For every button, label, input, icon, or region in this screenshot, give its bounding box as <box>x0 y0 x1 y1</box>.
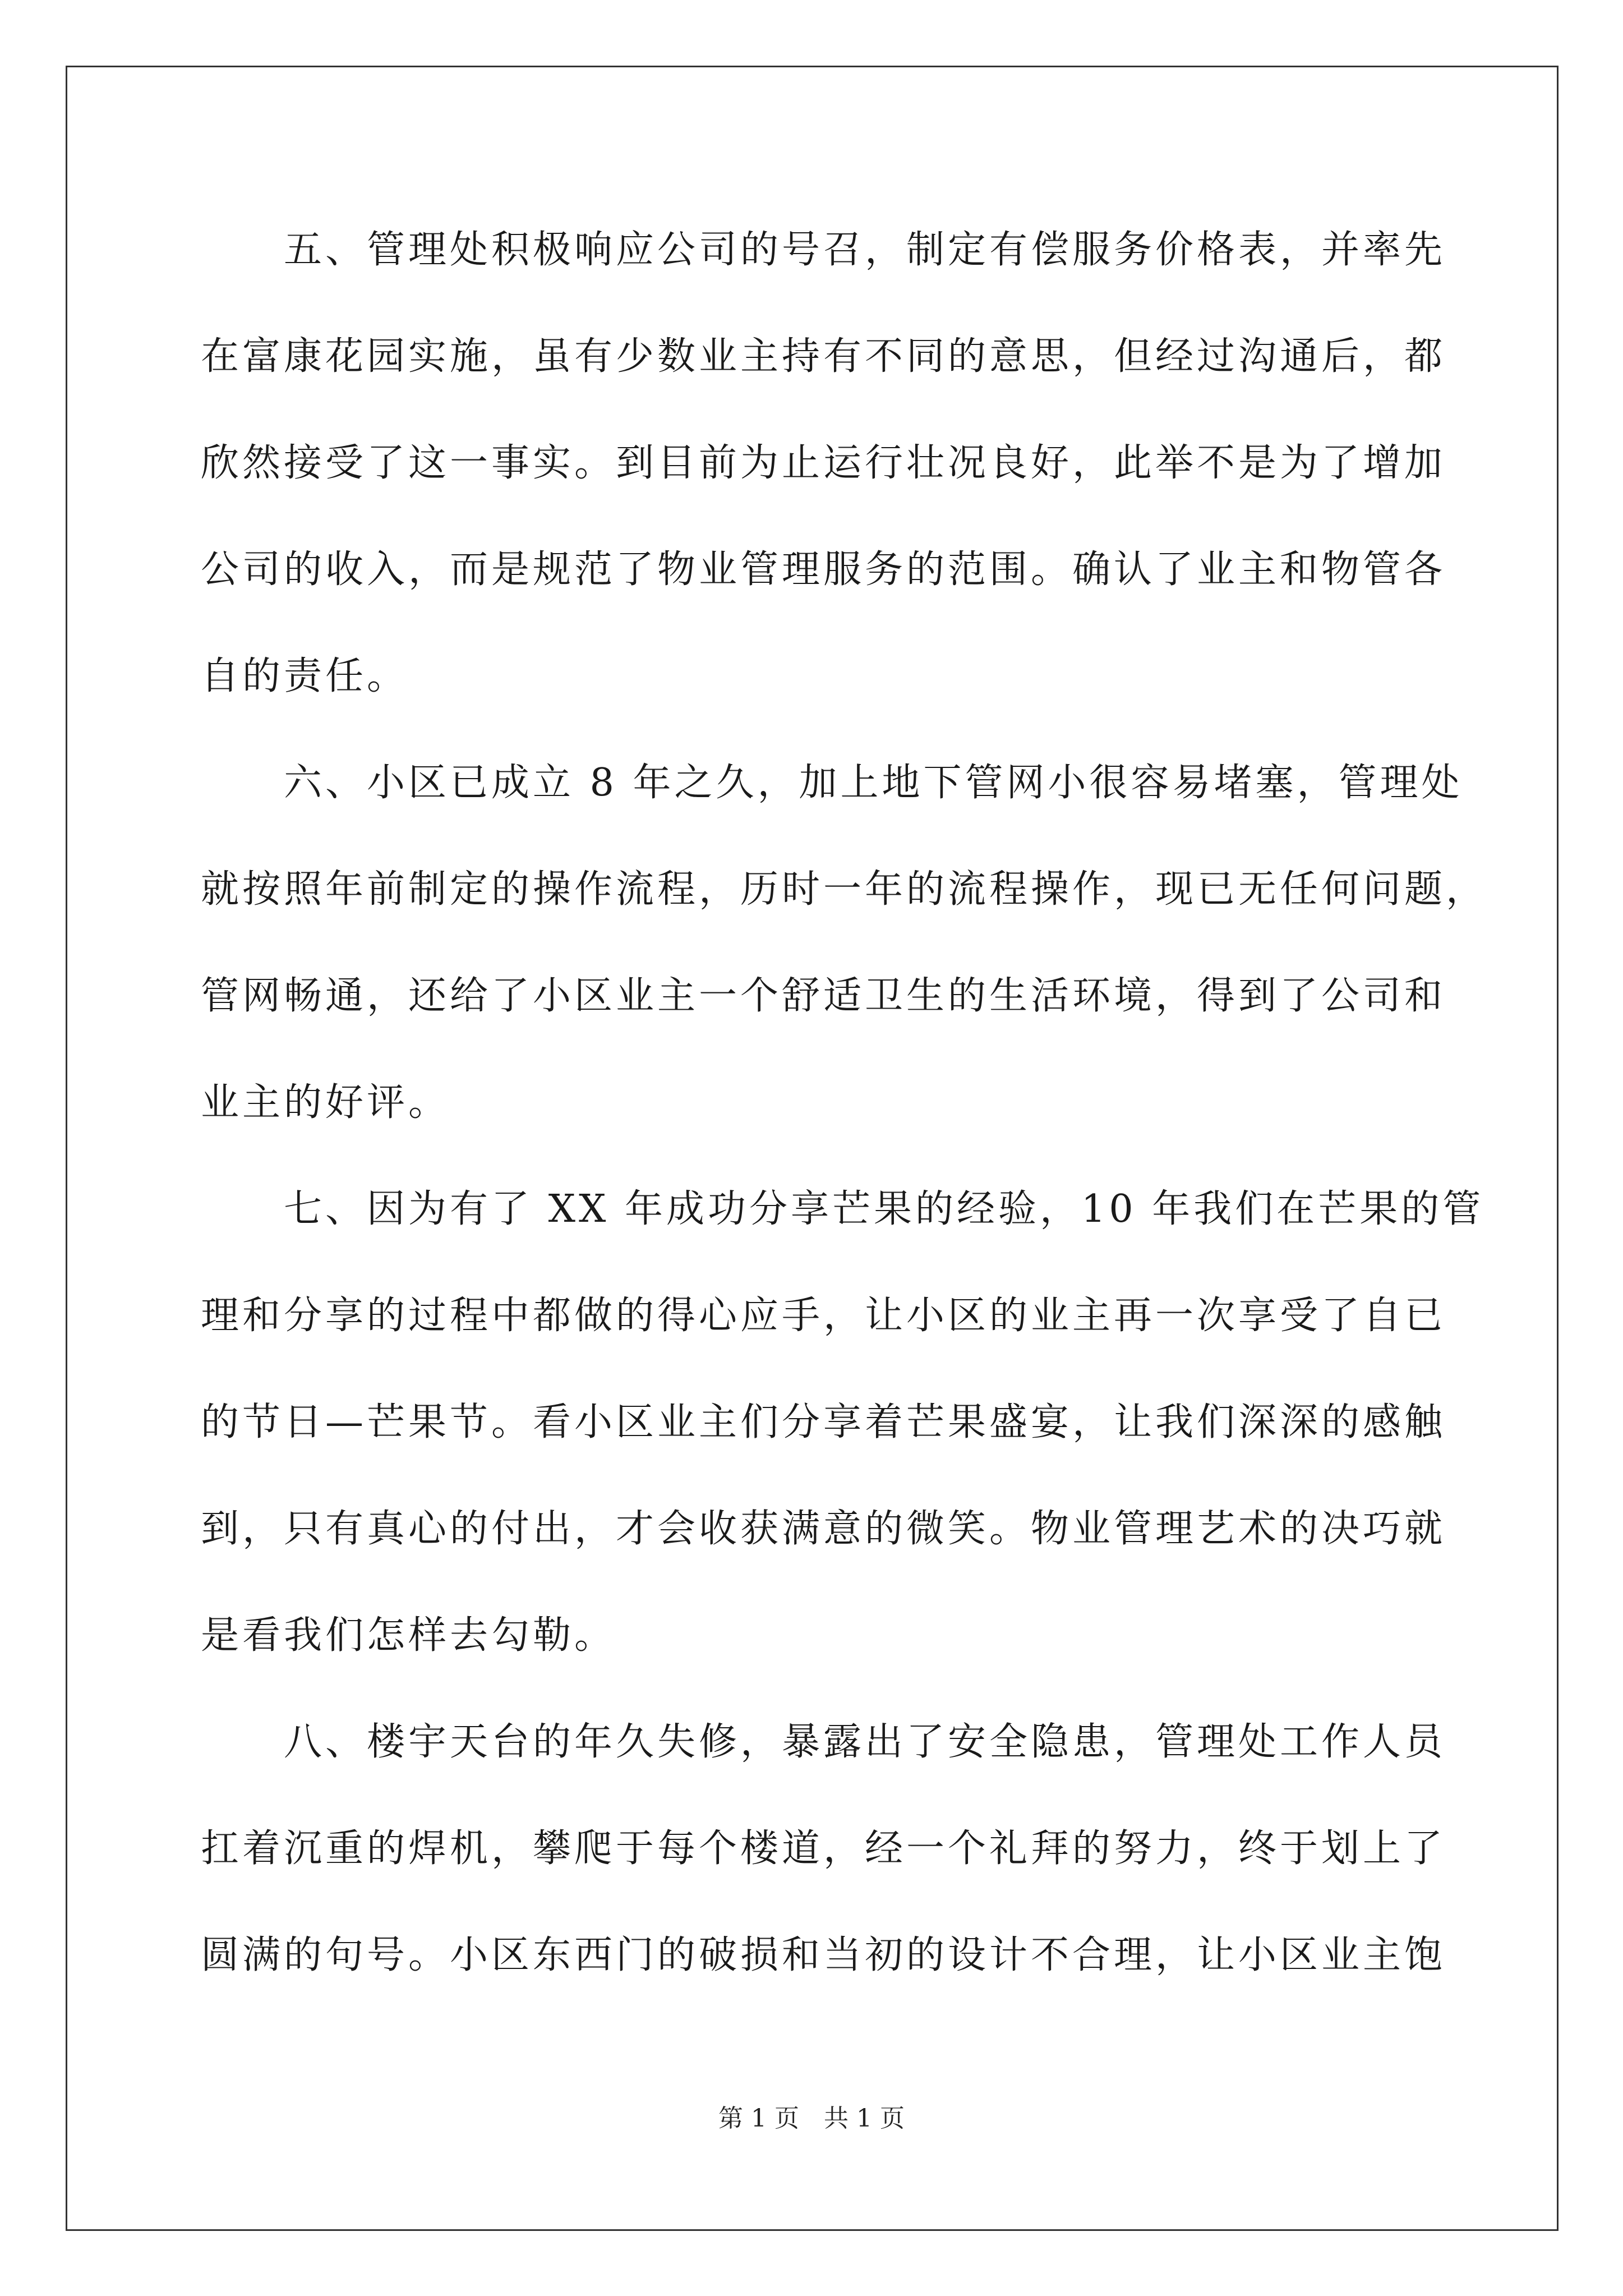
text-line: 扛着沉重的焊机，攀爬于每个楼道，经一个礼拜的努力，终于划上了 <box>201 1826 1446 1871</box>
text-line: 理和分享的过程中都做的得心应手，让小区的业主再一次享受了自已 <box>201 1294 1446 1338</box>
text-line: 就按照年前制定的操作流程，历时一年的流程操作，现已无任何问题， <box>201 867 1488 912</box>
text-line: 管网畅通，还给了小区业主一个舒适卫生的生活环境，得到了公司和 <box>201 974 1446 1018</box>
text-line: 五、管理处积极响应公司的号召，制定有偿服务价格表，并率先 <box>201 228 1446 272</box>
page-number-footer: 第 1 页 共 1 页 <box>718 2104 905 2133</box>
text-line: 圆满的句号。小区东西门的破损和当初的设计不合理，让小区业主饱 <box>201 1933 1446 1977</box>
text-line: 在富康花园实施，虽有少数业主持有不同的意思，但经过沟通后，都 <box>201 334 1446 379</box>
page-border <box>66 66 1559 2231</box>
text-line: 八、楼宇天台的年久失修，暴露出了安全隐患，管理处工作人员 <box>201 1720 1446 1764</box>
text-line: 的节日—芒果节。看小区业主们分享着芒果盛宴，让我们深深的感触 <box>201 1400 1446 1444</box>
text-line: 六、小区已成立 8 年之久，加上地下管网小很容易堵塞，管理处 <box>201 761 1463 805</box>
text-line: 公司的收入，而是规范了物业管理服务的范围。确认了业主和物管各 <box>201 547 1446 592</box>
text-line: 自的责任。 <box>201 654 409 698</box>
text-line: 业主的好评。 <box>201 1080 450 1125</box>
text-line: 七、因为有了 XX 年成功分享芒果的经验，10 年我们在芒果的管 <box>201 1187 1484 1231</box>
text-line: 欣然接受了这一事实。到目前为止运行壮况良好，此举不是为了增加 <box>201 441 1446 485</box>
text-line: 是看我们怎样去勾勒。 <box>201 1613 616 1658</box>
text-line: 到，只有真心的付出，才会收获满意的微笑。物业管理艺术的决巧就 <box>201 1507 1446 1551</box>
